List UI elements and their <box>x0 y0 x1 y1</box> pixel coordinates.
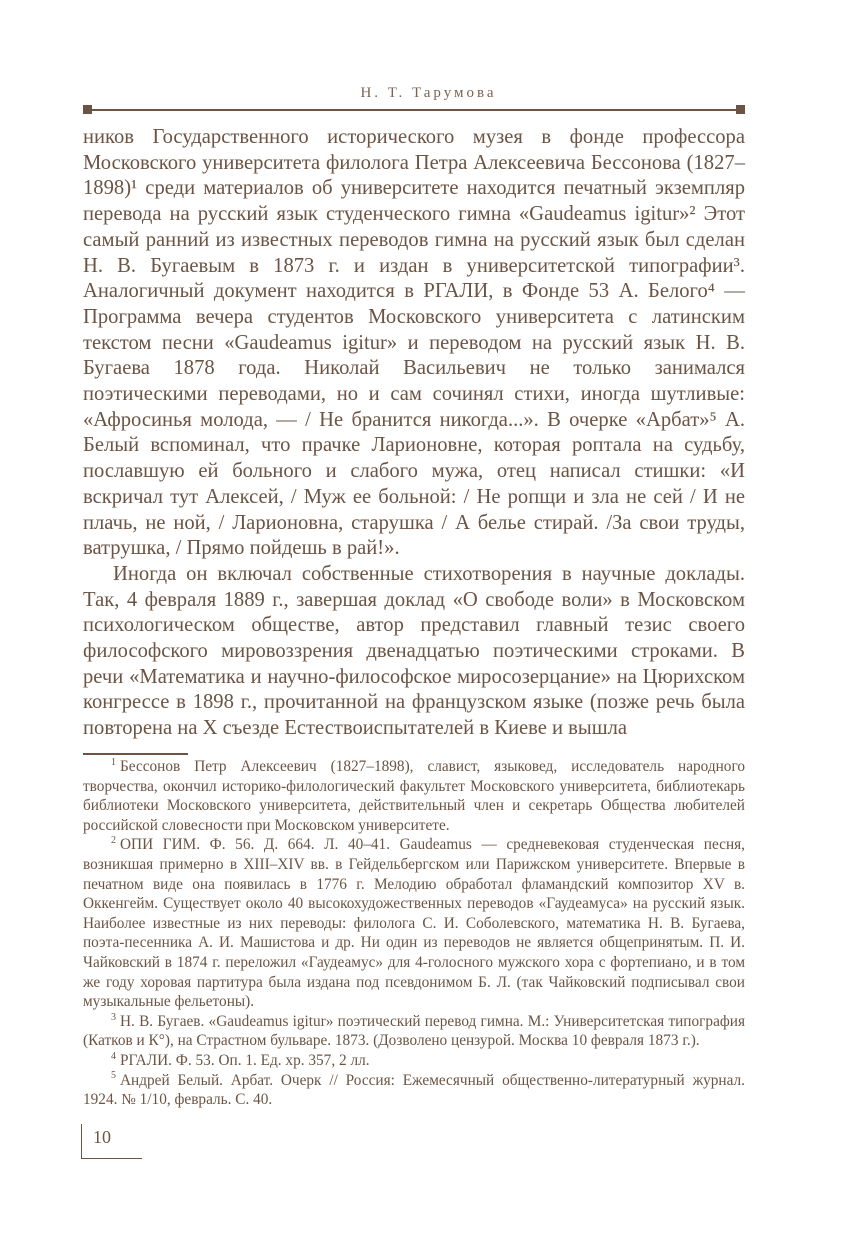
paragraph: ников Государственного исторического музея в фонде профессора Московского университета филолога Петра Алексеевича Бессонова (1827–1898)¹ среди материалов об университете находится печатный экземпляр перевода на русский язык студенческого гимна «Gaudeamus igitur»² Этот самый ранний из известных переводов гимна на русский язык был сделан Н. В. Бугаевым в 1873 г. и издан в университетской типографии³. Аналогичный документ находится в РГАЛИ, в Фонде 53 А. Белого⁴ — Программа вечера студентов Московского университета с латинским текстом песни «Gaudeamus igitur» и переводом на русский язык Н. В. Бугаева 1878 года. Николай Васильевич не только занимался поэтическими переводами, но и сам сочинял стихи, иногда шутливые: «Афросинья молода, — / Не бранится никогда...». В очерке «Арбат»⁵ А. Белый вспоминал, что прачке Ларионовне, которая роптала на судьбу, пославшую ей больного и слабого мужа, отец написал стишки: «И вскричал тут Алексей, / Муж ее больной: / Не ропщи и зла не сей / И не плачь, не ной, / Ларионовна, старушка / А белье стирай. /За свои труды, ватрушка, / Прямо пойдешь в рай!». <box>83 126 745 560</box>
footnotes <box>83 757 745 1110</box>
page-number-frame <box>81 1124 142 1159</box>
footnote-text: Бессонов Петр Алексеевич (1827–1898), славист, языковед, исследователь народного творчества, окончил историко-филологический факультет Московского университета, библиотекарь библиотеки Московского университета, действительный член и секретарь Общества любителей российской словесности при Московском университете. <box>83 758 745 834</box>
header-rule-right-cap <box>736 105 745 114</box>
footnote-2 <box>83 835 745 1011</box>
footnote-number: 4 <box>111 1050 116 1062</box>
footnote-number: 5 <box>111 1070 116 1082</box>
footnote-number: 3 <box>111 1011 116 1023</box>
footnote-5 <box>83 1071 745 1110</box>
footnote-number: 2 <box>111 835 116 847</box>
paragraph: Иногда он включал собственные стихотворения в научные доклады. Так, 4 февраля 1889 г., завершая доклад «О свободе воли» в Московском психологическом обществе, автор представил главный тезис своего философского мировоззрения двенадцатью поэтическими строками. В речи «Математика и научно-философское миросозерцание» на Цюрихском конгрессе в 1898 г., прочитанной на французском языке (позже речь была повторена на X съезде Естествоиспытателей в Киеве и вышла <box>83 562 745 740</box>
footnote-text: РГАЛИ. Ф. 53. Оп. 1. Ед. хр. 357, 2 лл. <box>120 1051 370 1069</box>
main-text <box>83 125 745 742</box>
footnote-separator <box>83 753 188 755</box>
footnote-text: ОПИ ГИМ. Ф. 56. Д. 664. Л. 40–41. Gaudeamus — средневековая студенческая песня, возникшая примерно в XIII–XIV вв. в Гейдельбергском или Парижском университете. Впервые в печатном виде она появилась в 1776 г. Мелодию обработал фламандский композитор XV в. Оккенгейм. Существует около 40 высокохудожественных переводов «Гаудеамуса» на русский язык. Наиболее известные из них переводы: филолога С. И. Соболевского, математика Н. В. Бугаева, поэта-песенника А. И. Машистова и др. Ни один из переводов не является общепринятым. П. И. Чайковский в 1874 г. переложил «Гаудеамус» для 4-голосного мужского хора с фортепиано, и в том же году хоровая партитура была издана под псевдонимом Б. Л. (так Чайковский подписывал свои музыкальные фельетоны). <box>83 836 745 1011</box>
footnote-text: Андрей Белый. Арбат. Очерк // Россия: Ежемесячный общественно-литературный журнал. 1924. № 1/10, февраль. С. 40. <box>83 1071 745 1109</box>
footnote-3 <box>83 1012 745 1051</box>
header-rule <box>86 109 742 111</box>
footnote-number: 1 <box>111 756 116 768</box>
footnote-1 <box>83 757 745 835</box>
footnote-text: Н. В. Бугаев. «Gaudeamus igitur» поэтический перевод гимна. М.: Университетская типография (Катков и К°), на Страстном бульваре. 1873. (Дозволено цензурой. Москва 10 февраля 1873 г.). <box>83 1012 745 1050</box>
running-head: Н. Т. Тарумова <box>360 85 497 101</box>
page-number: 10 <box>93 1127 111 1147</box>
footnote-4 <box>83 1051 745 1071</box>
